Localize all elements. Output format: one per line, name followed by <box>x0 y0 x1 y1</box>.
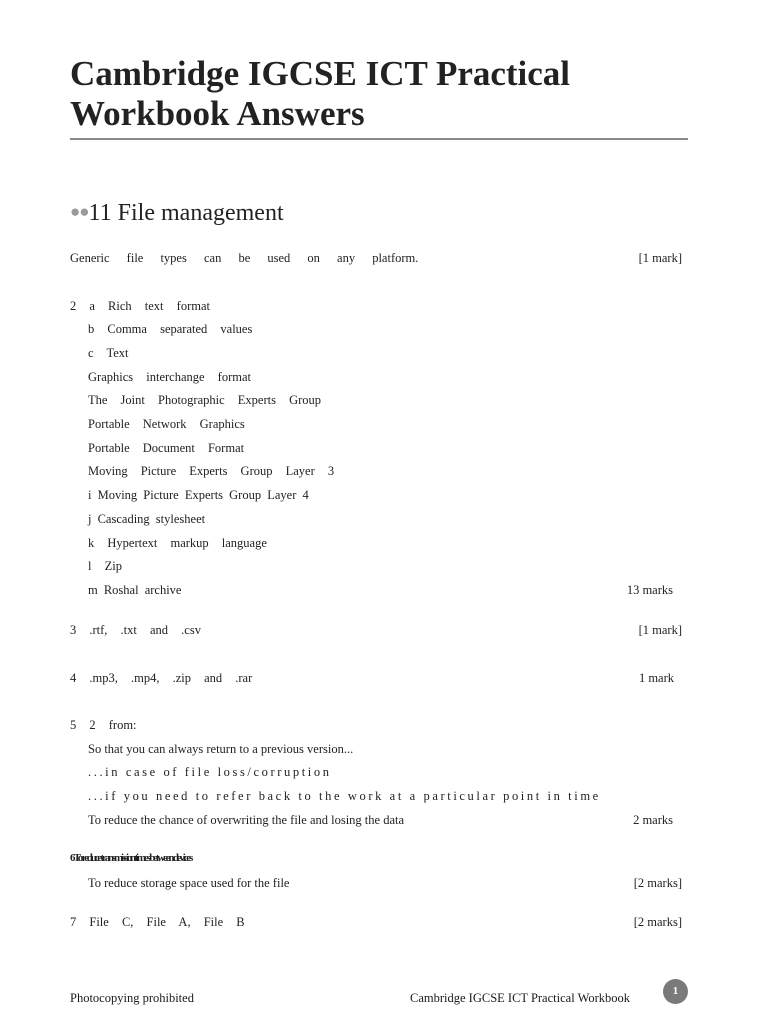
answer-2c: c Text <box>88 346 129 360</box>
answer-2i: i Moving Picture Experts Group Layer 4 <box>88 488 309 502</box>
answer-2m: m Roshal archive <box>88 583 182 597</box>
answer-7-mark: [2 marks] <box>633 915 682 929</box>
answer-2k: k Hypertext markup language <box>88 536 267 550</box>
answer-2b: b Comma separated values <box>88 322 253 336</box>
answer-2-mark: 13 marks <box>626 583 673 597</box>
answer-5-point-4: To reduce the chance of overwriting the file and losing the data <box>88 813 405 827</box>
answer-2f: Portable Network Graphics <box>88 417 245 431</box>
section-heading <box>70 200 284 227</box>
answer-2e: The Joint Photographic Experts Group <box>88 393 322 407</box>
footer-copyright: Photocopying prohibited <box>70 991 194 1005</box>
answer-5-mark: 2 marks <box>633 813 673 827</box>
answer-2h: Moving Picture Experts Group Layer 3 <box>88 464 335 478</box>
answer-6-mark: [2 marks] <box>633 876 682 890</box>
answer-2d: Graphics interchange format <box>88 370 251 384</box>
answer-5-point-1: So that you can always return to a previous version... <box>88 742 354 756</box>
answer-5-intro: 5 2 from: <box>70 718 137 732</box>
answer-2g: Portable Document Format <box>88 441 245 455</box>
answer-2l: l Zip <box>88 559 122 573</box>
answer-2j: j Cascading stylesheet <box>88 512 206 526</box>
footer-book-title: Cambridge IGCSE ICT Practical Workbook <box>410 991 631 1005</box>
answer-2a: 2 a Rich text format <box>70 299 210 313</box>
answer-6: 6 To reduce transmission times between devices <box>70 852 192 864</box>
page-number-badge: 1 <box>663 979 688 1004</box>
answer-3-mark: [1 mark] <box>638 623 682 637</box>
answer-6-point-2: To reduce storage space used for the file <box>88 876 290 890</box>
answer-5-point-3: ...if you need to refer back to the work at a particular point in time <box>88 789 601 803</box>
answer-4: 4 .mp3, .mp4, .zip and .rar <box>70 671 253 685</box>
answer-7: 7 File C, File A, File B <box>70 915 245 929</box>
answer-1: Generic file types can be used on any platform. <box>70 251 419 265</box>
section-bullet-icon: ●● <box>70 202 89 221</box>
title-divider <box>70 138 688 140</box>
answer-3: 3 .rtf, .txt and .csv <box>70 623 201 637</box>
page-title: Cambridge IGCSE ICT Practical Workbook Answers <box>70 54 571 133</box>
section-title: 11 File management <box>88 200 284 226</box>
answer-1-mark: [1 mark] <box>638 251 682 265</box>
answer-4-mark: 1 mark <box>638 671 674 685</box>
answer-5-point-2: ...in case of file loss/corruption <box>88 765 332 779</box>
